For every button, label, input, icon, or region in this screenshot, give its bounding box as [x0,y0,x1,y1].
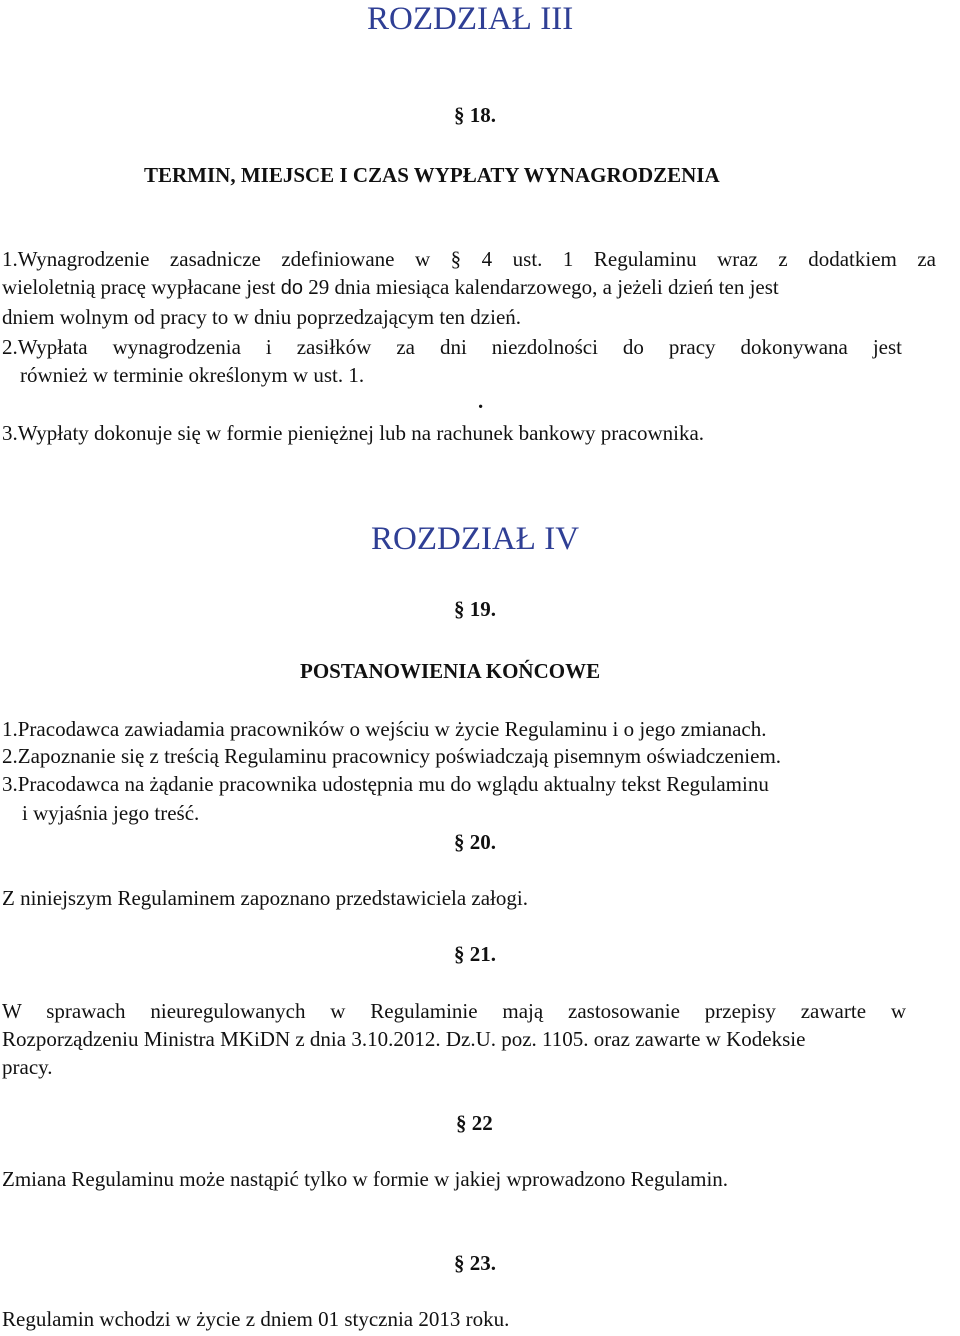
chapter-4-heading: POSTANOWIENIA KOŃCOWE [300,659,601,683]
paragraph-3: 3.Wypłaty dokonuje się w formie pieniężnej lub na rachunek bankowy pracownika. [2,421,705,445]
section-22-mark: § 22 [456,1111,493,1135]
section-23-mark: § 23. [454,1251,496,1275]
final-provision-3-line-1: 3.Pracodawca na żądanie pracownika udostępnia mu do wglądu aktualny tekst Regulaminu [2,772,769,796]
section-21-mark: § 21. [454,942,496,966]
section-21-line-3: pracy. [2,1055,53,1079]
paragraph-1-line-3: dniem wolnym od pracy to w dniu poprzedzającym ten dzień. [2,305,522,329]
section-21-line-1: W sprawach nieuregulowanych w Regulaminie mają zastosowanie przepisy zawarte w [2,999,906,1023]
chapter-3-title: ROZDZIAŁ III [367,1,574,37]
chapter-4-title: ROZDZIAŁ IV [371,521,580,557]
section-18-mark: § 18. [454,103,496,127]
section-21-line-2: Rozporządzeniu Ministra MKiDN z dnia 3.10.2012. Dz.U. poz. 1105. oraz zawarte w Kodeksie [2,1027,806,1051]
paragraph-1-line-2 [2,274,958,301]
paragraph-1-line-2-c: 29 dnia miesiąca kalendarzowego, a jeżeli dzień ten jest [302,275,779,299]
section-20-mark: § 20. [454,830,496,854]
final-provision-3-line-2: i wyjaśnia jego treść. [22,801,200,825]
final-provision-2: 2.Zapoznanie się z treścią Regulaminu pracownicy poświadczają pisemnym oświadczeniem. [2,744,782,768]
paragraph-1-line-2-b: do [280,277,303,299]
stray-dot: . [478,389,484,413]
chapter-3-heading: TERMIN, MIEJSCE I CZAS WYPŁATY WYNAGRODZENIA [144,163,720,187]
paragraph-1-line-1: 1.Wynagrodzenie zasadnicze zdefiniowane w § 4 ust. 1 Regulaminu wraz z dodatkiem za [2,247,936,271]
final-provision-1: 1.Pracodawca zawiadamia pracowników o wejściu w życie Regulaminu i o jego zmianach. [2,717,767,741]
paragraph-1-line-2-a: wieloletnią pracę wypłacane jest [2,275,281,299]
section-23-text: Regulamin wchodzi w życie z dniem 01 stycznia 2013 roku. [2,1307,510,1331]
paragraph-2-line-2: również w terminie określonym w ust. 1. [20,363,365,387]
section-20-text: Z niniejszym Regulaminem zapoznano przedstawiciela załogi. [2,886,528,910]
section-22-text: Zmiana Regulaminu może nastąpić tylko w formie w jakiej wprowadzono Regulamin. [2,1167,729,1191]
section-19-mark: § 19. [454,597,496,621]
paragraph-2-line-1: 2.Wypłata wynagrodzenia i zasiłków za dni niezdolności do pracy dokonywana jest [2,335,902,359]
